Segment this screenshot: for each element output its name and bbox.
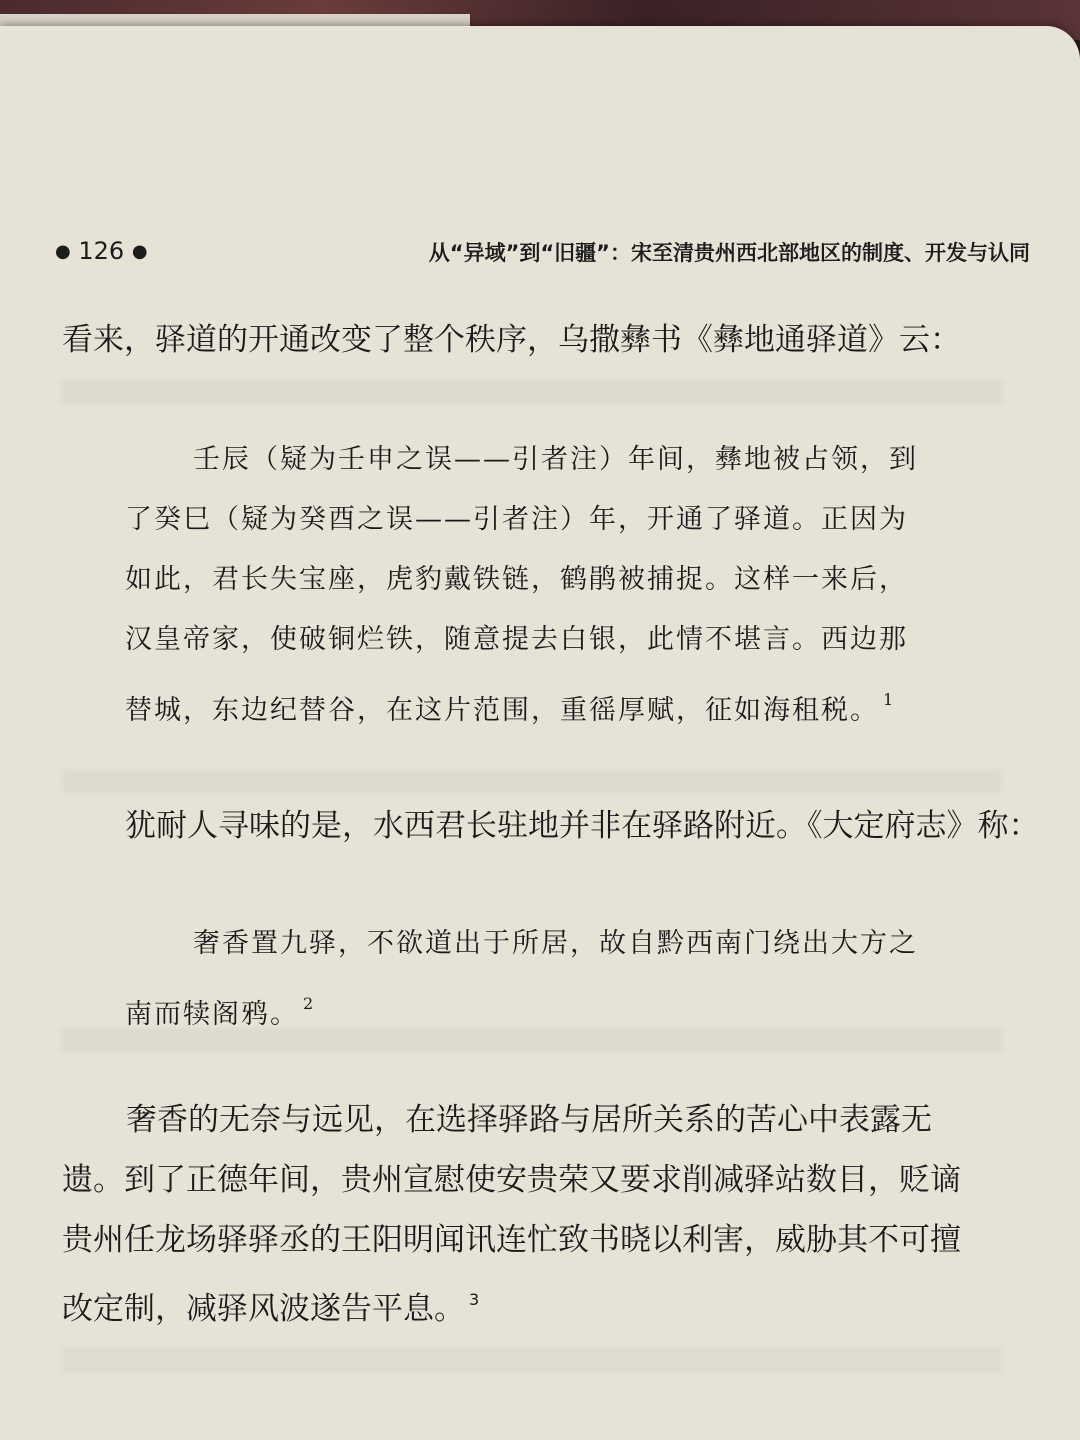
- footnote-marker[interactable]: 3: [469, 1290, 480, 1309]
- show-through-decor: [62, 770, 1002, 794]
- block-quote-yi-book: [125, 430, 1030, 741]
- text-line: 贵州任龙场驿驿丞的王阳明闻讯连忙致书晓以利害，威胁其不可擅: [62, 1222, 961, 1258]
- text-line: 犹耐人寻味的是，水西君长驻地并非在驿路附近。《大定府志》称：: [125, 808, 1040, 844]
- text-line: 奢香的无奈与远见，在选择驿路与居所关系的苦心中表露无: [126, 1102, 932, 1138]
- page-number-text: 126: [78, 237, 125, 265]
- text-line: 壬辰（疑为壬申之误——引者注）年间，彝地被占领，到: [193, 444, 918, 475]
- page-number: ● 126 ●: [55, 237, 148, 265]
- footnote-marker[interactable]: 2: [303, 994, 316, 1013]
- text-line: 奢香置九驿，不欲道出于所居，故自黔西南门绕出大方之: [193, 928, 918, 959]
- show-through-decor: [62, 380, 1002, 404]
- book-page: [0, 26, 1080, 1440]
- text-line: 了癸巳（疑为癸酉之误——引者注）年，开通了驿道。正因为: [125, 504, 908, 535]
- text-line: 如此，君长失宝座，虎豹戴铁链，鹤鹃被捕捉。这样一来后，: [125, 564, 908, 595]
- show-through-decor: [62, 1348, 1002, 1372]
- text-line: 看来，驿道的开通改变了整个秩序，乌撒彝书《彝地通驿道》云：: [62, 322, 961, 358]
- footnote-marker[interactable]: 1: [883, 690, 896, 709]
- text-line: 遗。到了正德年间，贵州宣慰使安贵荣又要求削减驿站数目，贬谪: [62, 1162, 961, 1198]
- text-line: 汉皇帝家，使破铜烂铁，随意提去白银，此情不堪言。西边那: [125, 624, 908, 655]
- body-paragraph-dading: [125, 796, 1040, 856]
- block-quote-dading-fuzhi: [125, 914, 1030, 1045]
- text-line: 南而犊阁鸦。 $^2$: [125, 994, 316, 1030]
- body-paragraph-shexiang: [62, 1090, 1027, 1339]
- running-head: [55, 237, 1030, 277]
- book-title: 从“异域”到“旧疆”：宋至清贵州西北部地区的制度、开发与认同: [428, 241, 1030, 265]
- body-paragraph-intro: [62, 310, 1022, 370]
- text-line: 替城，东边纪替谷，在这片范围，重徭厚赋，征如海租税。 $^1$: [125, 690, 896, 726]
- text-line: 改定制，减驿风波遂告平息。 $^3$: [62, 1290, 480, 1327]
